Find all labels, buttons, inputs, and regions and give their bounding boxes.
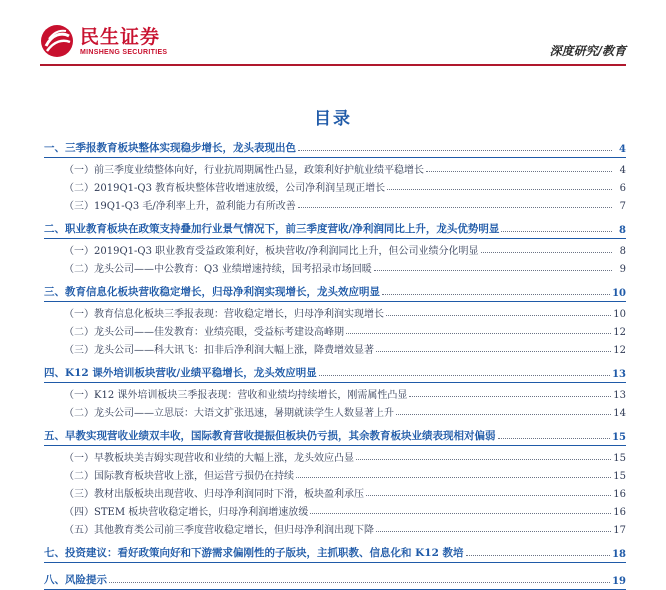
toc-section-entry[interactable] — [44, 359, 626, 380]
toc-subsection-entry[interactable] — [44, 302, 626, 320]
toc-entry-text: （三）19Q1-Q3 毛/净利率上升，盈利能力有所改善 — [64, 201, 296, 212]
toc-subsection-entry[interactable] — [44, 158, 626, 176]
toc-entry-text: 一、三季报教育板块整体实现稳步增长，龙头表现出色 — [44, 142, 296, 154]
toc-section-entry[interactable] — [44, 422, 626, 443]
toc-page-number: 4 — [619, 165, 626, 176]
toc-entry-text: （五）其他教育类公司前三季度营收稳定增长，但归母净利润出现下降 — [64, 525, 374, 536]
toc-leader-dots — [298, 207, 612, 208]
toc-leader-dots — [376, 351, 611, 352]
toc-entry-text: （一）2019Q1-Q3 职业教育受益政策利好，板块营收/净利润同比上升，但公司业绩分化明显 — [64, 246, 479, 257]
toc-leader-dots — [374, 270, 612, 271]
toc-entry-text: （一）教育信息化板块三季报表现：营收稳定增长，归母净利润实现增长 — [64, 309, 384, 320]
toc-entry-text: 五、早教实现营收业绩双丰收，国际教育营收提振但板块仍亏损，其余教育板块业绩表现相对偏弱 — [44, 430, 496, 442]
toc-leader-dots — [346, 333, 611, 334]
toc-subsection-entry[interactable] — [44, 239, 626, 257]
report-type-label: 深度研究/教育 — [549, 44, 626, 58]
toc-section-entry[interactable] — [44, 278, 626, 299]
toc-page-number: 16 — [613, 507, 626, 518]
toc-subsection-entry[interactable] — [44, 176, 626, 194]
toc-subsection-entry[interactable] — [44, 518, 626, 536]
toc-leader-dots — [481, 252, 613, 253]
toc-section-entry[interactable] — [44, 215, 626, 236]
toc-leader-dots — [498, 438, 611, 439]
toc-subsection-entry[interactable] — [44, 446, 626, 464]
toc-leader-dots — [109, 582, 610, 583]
toc-page-number: 9 — [619, 264, 626, 275]
toc-entry-text: （二）2019Q1-Q3 教育板块整体营收增速放缓，公司净利润呈现正增长 — [64, 183, 386, 194]
toc-section-entry[interactable] — [44, 539, 626, 560]
toc-subsection-entry[interactable] — [44, 482, 626, 500]
toc-entry-text: （三）龙头公司——科大讯飞：扣非后净利润大幅上涨，降费增效显著 — [64, 345, 374, 356]
toc-leader-dots — [376, 531, 611, 532]
toc-subsection-entry[interactable] — [44, 257, 626, 275]
toc-page-number: 15 — [612, 432, 626, 443]
toc-page-number: 14 — [613, 408, 626, 419]
toc-page-number: 16 — [613, 489, 626, 500]
toc-subsection-entry[interactable] — [44, 500, 626, 518]
table-of-contents — [44, 134, 626, 590]
toc-page-number: 13 — [613, 390, 626, 401]
toc-entry-text: （四）STEM 板块营收稳定增长，归母净利润增速放缓 — [64, 507, 309, 518]
toc-page-number: 12 — [613, 327, 626, 338]
toc-page-number: 17 — [613, 525, 626, 536]
toc-page-number: 4 — [619, 144, 626, 155]
toc-entry-text: （一）K12 课外培训板块三季报表现：营收和业绩均持续增长，刚需属性凸显 — [64, 390, 408, 401]
toc-leader-dots — [298, 150, 612, 151]
toc-page-number: 15 — [613, 471, 626, 482]
toc-page-number: 13 — [612, 369, 626, 380]
toc-page-number: 10 — [612, 288, 626, 299]
toc-leader-dots — [396, 414, 611, 415]
logo — [40, 24, 167, 58]
toc-page-number: 12 — [613, 345, 626, 356]
logo-chinese-name: 民生证券 — [80, 25, 161, 48]
toc-entry-text: （一）前三季度业绩整体向好，行业抗周期属性凸显，政策利好护航业绩平稳增长 — [64, 165, 424, 176]
toc-entry-text: 四、K12 课外培训板块营收/业绩平稳增长，龙头效应明显 — [44, 367, 317, 379]
toc-entry-text: （三）教材出版板块出现营收、归母净利润同时下滑，板块盈利承压 — [64, 489, 364, 500]
toc-page-number: 19 — [612, 576, 626, 587]
toc-leader-dots — [501, 231, 612, 232]
toc-subsection-entry[interactable] — [44, 464, 626, 482]
toc-entry-text: 八、风险提示 — [44, 574, 107, 586]
toc-leader-dots — [409, 396, 611, 397]
toc-entry-text: （二）龙头公司——立思辰：大语文扩张迅速，暑期就读学生人数显著上升 — [64, 408, 394, 419]
toc-leader-dots — [356, 459, 611, 460]
toc-entry-text: （二）龙头公司——佳发教育：业绩亮眼，受益标考建设高峰期 — [64, 327, 344, 338]
toc-page-number: 15 — [613, 453, 626, 464]
toc-page-number: 18 — [612, 549, 626, 560]
toc-entry-text: （二）龙头公司——中公教育：Q3 业绩增速持续，国考招录市场回暖 — [64, 264, 372, 275]
page-header — [0, 0, 666, 70]
logo-english-name: MINSHENG SECURITIES — [80, 48, 168, 56]
toc-page-number: 6 — [619, 183, 626, 194]
toc-title: 目录 — [314, 109, 352, 129]
toc-page-number: 8 — [619, 246, 626, 257]
toc-page-number: 8 — [619, 225, 626, 236]
toc-leader-dots — [387, 189, 612, 190]
toc-entry-text: （二）国际教育板块营收上涨，但运营亏损仍在持续 — [64, 471, 294, 482]
toc-subsection-entry[interactable] — [44, 320, 626, 338]
toc-page-number: 10 — [613, 309, 626, 320]
toc-leader-dots — [466, 555, 611, 556]
toc-section-entry[interactable] — [44, 134, 626, 155]
toc-subsection-entry[interactable] — [44, 194, 626, 212]
toc-subsection-entry[interactable] — [44, 401, 626, 419]
toc-leader-dots — [426, 171, 612, 172]
toc-leader-dots — [319, 375, 610, 376]
toc-leader-dots — [310, 513, 611, 514]
minsheng-logo-icon — [40, 24, 74, 58]
header-divider — [40, 64, 626, 66]
toc-subsection-entry[interactable] — [44, 338, 626, 356]
toc-entry-text: 三、教育信息化板块营收稳定增长，归母净利润实现增长，龙头效应明显 — [44, 286, 380, 298]
toc-subsection-entry[interactable] — [44, 383, 626, 401]
toc-entry-text: （一）早教板块美吉姆实现营收和业绩的大幅上涨，龙头效应凸显 — [64, 453, 354, 464]
toc-page-number: 7 — [619, 201, 626, 212]
toc-leader-dots — [386, 315, 611, 316]
toc-entry-text: 七、投资建议：看好政策向好和下游需求偏刚性的子版块，主抓职教、信息化和 K12 教培 — [44, 547, 464, 559]
toc-entry-text: 二、职业教育板块在政策支持叠加行业景气情况下，前三季度营收/净利润同比上升，龙头优势明显 — [44, 223, 500, 235]
section-underline — [44, 562, 626, 563]
toc-leader-dots — [296, 477, 611, 478]
toc-leader-dots — [382, 294, 610, 295]
toc-leader-dots — [366, 495, 611, 496]
